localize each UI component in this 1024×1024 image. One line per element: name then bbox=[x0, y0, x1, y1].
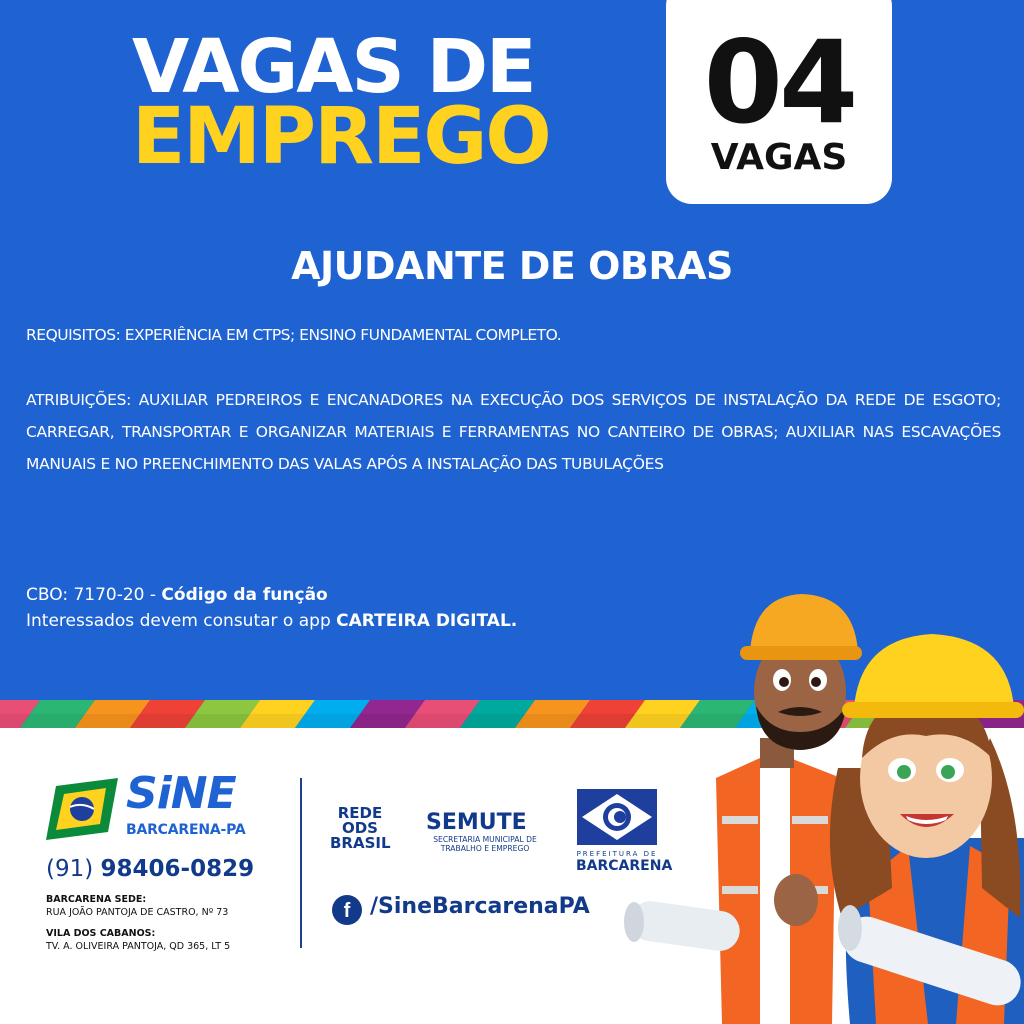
duties-text: ATRIBUIÇÕES: AUXILIAR PEDREIROS E ENCANADORES NA EXECUÇÃO DOS SERVIÇOS DE INSTALAÇÃO DA REDE DE ESGOTO; CARREGAR, TRANSPORTAR E ORGANIZAR MATERIAIS E FERRAMENTAS NO CANTEIRO DE OBRAS; AUXILIAR NAS ESCAVAÇÕES MANUAIS E NO PREENCHIMENTO DAS VALAS APÓS A INSTALAÇÃO DAS TUBULAÇÕES bbox=[26, 391, 1001, 473]
interest-line bbox=[26, 611, 517, 631]
semute-logo-subtitle: SECRETARIA MUNICIPAL DE TRABALHO E EMPREGO bbox=[433, 835, 537, 853]
address1-label: BARCARENA SEDE: bbox=[46, 894, 147, 905]
job-title: AJUDANTE DE OBRAS bbox=[291, 244, 733, 288]
title-line-1: VAGAS DE bbox=[132, 24, 535, 110]
app-name: CARTEIRA DIGITAL. bbox=[336, 611, 518, 631]
facebook-icon[interactable]: f bbox=[332, 895, 362, 925]
construction-workers-illustration bbox=[610, 588, 1024, 1024]
rede-ods-line2: ODS bbox=[341, 819, 378, 837]
address2-label: VILA DOS CABANOS: bbox=[46, 928, 156, 939]
prefeitura-name: BARCARENA bbox=[576, 858, 673, 874]
requirements-text: REQUISITOS: EXPERIÊNCIA EM CTPS; ENSINO FUNDAMENTAL COMPLETO. bbox=[26, 326, 562, 344]
sine-city: BARCARENA-PA bbox=[126, 822, 246, 838]
footer-divider bbox=[300, 778, 302, 948]
cbo-code: CBO: 7170-20 - bbox=[26, 585, 162, 605]
rede-ods-line3: BRASIL bbox=[330, 834, 391, 852]
cbo-line bbox=[26, 585, 328, 605]
vacancy-label: VAGAS bbox=[710, 137, 848, 178]
semute-logo-title: SEMUTE bbox=[426, 810, 527, 835]
phone-area-code: (91) bbox=[46, 856, 101, 882]
address1: RUA JOÃO PANTOJA DE CASTRO, Nº 73 bbox=[46, 907, 229, 918]
cbo-label: Código da função bbox=[161, 585, 328, 605]
rede-ods-logo bbox=[330, 806, 390, 851]
interest-text: Interessados devem consutar o app bbox=[26, 611, 337, 631]
address2: TV. A. OLIVEIRA PANTOJA, QD 365, LT 5 bbox=[46, 941, 231, 952]
phone-digits: 98406-0829 bbox=[100, 856, 255, 882]
rede-ods-line1: REDE bbox=[337, 804, 383, 822]
sine-flag-icon bbox=[46, 778, 118, 840]
vacancy-count: 04 bbox=[703, 16, 855, 149]
sine-brand-name: SiNE bbox=[126, 768, 236, 819]
title-line-2: EMPREGO bbox=[132, 92, 550, 182]
prefeitura-label: PREFEITURA DE bbox=[576, 850, 658, 858]
facebook-handle[interactable]: /SineBarcarenaPA bbox=[370, 894, 590, 919]
phone-number[interactable] bbox=[46, 856, 254, 882]
vacancy-count-card bbox=[666, 0, 892, 204]
